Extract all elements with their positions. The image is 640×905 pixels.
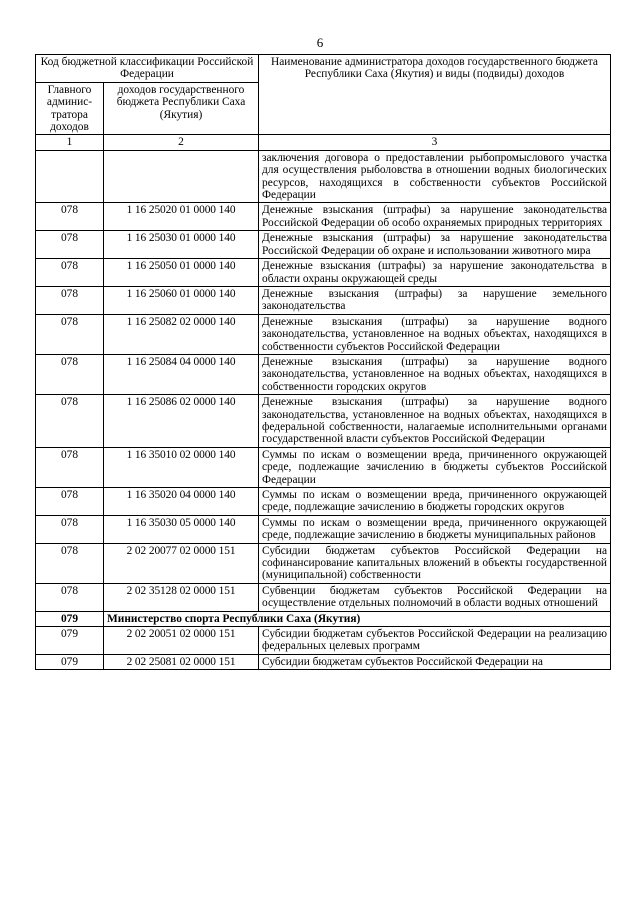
income-code-cell: 2 02 35128 02 0000 151: [104, 583, 259, 611]
table-row: [36, 259, 611, 287]
admin-code-cell: 078: [36, 543, 104, 583]
table-row: [36, 583, 611, 611]
income-code-cell: 1 16 25082 02 0000 140: [104, 314, 259, 354]
income-name-cell: Денежные взыскания (штрафы) за нарушение законодательства Российской Федерации об особо охраняемых природных территориях: [259, 203, 611, 231]
table-row: [36, 515, 611, 543]
admin-code-cell: 078: [36, 583, 104, 611]
income-code-cell: 1 16 25020 01 0000 140: [104, 203, 259, 231]
table-row: [36, 354, 611, 394]
income-name-cell: Субсидии бюджетам субъектов Российской Федерации на: [259, 654, 611, 669]
income-code-cell: 1 16 25084 04 0000 140: [104, 354, 259, 394]
admin-code-cell: 079: [36, 654, 104, 669]
table-row: [36, 488, 611, 516]
header-row-1: [36, 55, 611, 83]
column-number-2: 2: [104, 135, 259, 150]
column-number-3: 3: [259, 135, 611, 150]
table-row: [36, 447, 611, 487]
table-row: [36, 150, 611, 203]
header-income-column: доходов государственного бюджета Республики Саха (Якутия): [104, 82, 259, 135]
income-name-cell: Субвенции бюджетам субъектов Российской Федерации на осуществление отдельных полномочий в области водных отношений: [259, 583, 611, 611]
admin-code-cell: 078: [36, 203, 104, 231]
budget-classification-table: [35, 54, 611, 670]
admin-code-cell: 078: [36, 314, 104, 354]
admin-code-cell: 078: [36, 395, 104, 448]
income-name-cell: Денежные взыскания (штрафы) за нарушение водного законодательства, установленное на водных объектах, находящихся в собственности городских округов: [259, 354, 611, 394]
income-name-cell: Денежные взыскания (штрафы) за нарушение водного законодательства, установленное на водных объектах, находящихся в собственности субъектов Российской Федерации: [259, 314, 611, 354]
income-code-cell: 1 16 25060 01 0000 140: [104, 286, 259, 314]
income-name-cell: Денежные взыскания (штрафы) за нарушение земельного законодательства: [259, 286, 611, 314]
table-row: [36, 395, 611, 448]
ministry-code-cell: 079: [36, 611, 104, 626]
table-row: [36, 286, 611, 314]
income-name-cell: Суммы по искам о возмещении вреда, причиненного окружающей среде, подлежащие зачислению в бюджеты городских округов: [259, 488, 611, 516]
income-name-cell: Суммы по искам о возмещении вреда, причиненного окружающей среде, подлежащие зачислению в бюджеты субъектов Российской Федерации: [259, 447, 611, 487]
income-name-cell: Денежные взыскания (штрафы) за нарушение водного законодательства, установленное на водных объектах, находящихся в федеральной собственности, налагаемые исполнительными органами государственной власти субъектов Российской Федерации: [259, 395, 611, 448]
income-name-cell: заключения договора о предоставлении рыбопромыслового участка для осуществления рыболовства в отношении водных биологических ресурсов, находящихся в собственности субъектов Российской Федерации: [259, 150, 611, 203]
header-group-title: Код бюджетной классификации Российской Федерации: [36, 55, 259, 83]
ministry-name-cell: Министерство спорта Республики Саха (Якутия): [104, 611, 611, 626]
income-name-cell: Суммы по искам о возмещении вреда, причиненного окружающей среде, подлежащие зачислению в бюджеты муниципальных районов: [259, 515, 611, 543]
income-code-cell: 1 16 25086 02 0000 140: [104, 395, 259, 448]
header-name-column: Наименование администратора доходов государственного бюджета Республики Саха (Якутия) и виды (подвиды) доходов: [259, 55, 611, 135]
ministry-row: [36, 611, 611, 626]
column-numbers-row: [36, 135, 611, 150]
admin-code-cell: 079: [36, 627, 104, 655]
income-name-cell: Денежные взыскания (штрафы) за нарушение законодательства в области охраны окружающей среды: [259, 259, 611, 287]
admin-code-cell: 078: [36, 488, 104, 516]
table-row: [36, 543, 611, 583]
table-row: [36, 314, 611, 354]
income-code-cell: [104, 150, 259, 203]
income-name-cell: Субсидии бюджетам субъектов Российской Федерации на реализацию федеральных целевых программ: [259, 627, 611, 655]
header-admin-column: Главного админис-тратора доходов: [36, 82, 104, 135]
income-code-cell: 1 16 25030 01 0000 140: [104, 231, 259, 259]
admin-code-cell: 078: [36, 515, 104, 543]
table-row: [36, 203, 611, 231]
admin-code-cell: [36, 150, 104, 203]
income-code-cell: 1 16 25050 01 0000 140: [104, 259, 259, 287]
table-row: [36, 654, 611, 669]
admin-code-cell: 078: [36, 231, 104, 259]
admin-code-cell: 078: [36, 354, 104, 394]
table-row: [36, 627, 611, 655]
admin-code-cell: 078: [36, 259, 104, 287]
income-code-cell: 2 02 20077 02 0000 151: [104, 543, 259, 583]
income-code-cell: 1 16 35020 04 0000 140: [104, 488, 259, 516]
admin-code-cell: 078: [36, 447, 104, 487]
income-name-cell: Денежные взыскания (штрафы) за нарушение законодательства Российской Федерации об охране и использовании животного мира: [259, 231, 611, 259]
income-code-cell: 1 16 35030 05 0000 140: [104, 515, 259, 543]
income-code-cell: 2 02 25081 02 0000 151: [104, 654, 259, 669]
income-name-cell: Субсидии бюджетам субъектов Российской Федерации на софинансирование капитальных вложений в объекты государственной (муниципальной) собственности: [259, 543, 611, 583]
admin-code-cell: 078: [36, 286, 104, 314]
table-row: [36, 231, 611, 259]
income-code-cell: 2 02 20051 02 0000 151: [104, 627, 259, 655]
income-code-cell: 1 16 35010 02 0000 140: [104, 447, 259, 487]
page-number: 6: [316, 35, 324, 50]
column-number-1: 1: [36, 135, 104, 150]
